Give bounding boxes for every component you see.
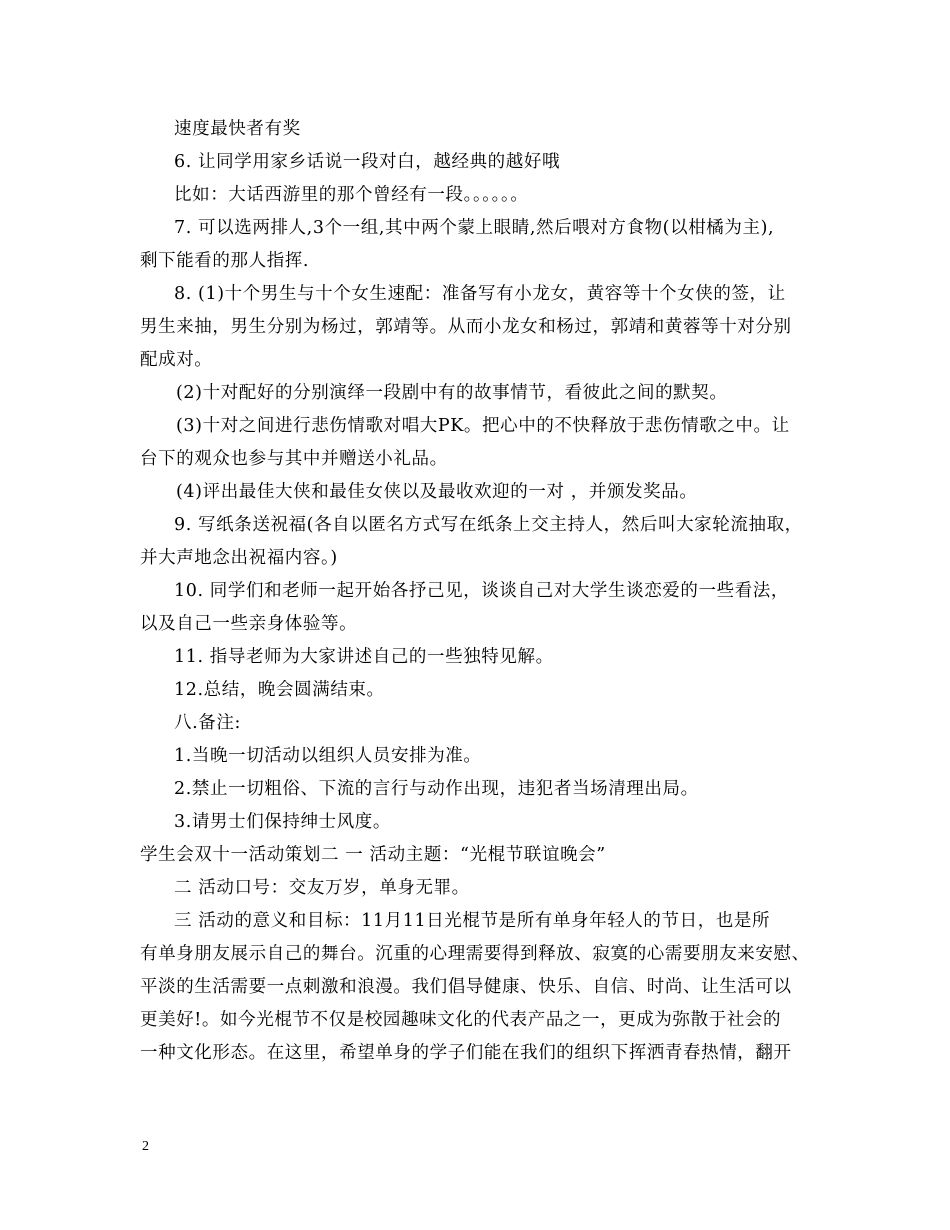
list-item-9: 9. 写纸条送祝福(各自以匿名方式写在纸条上交主持人，然后叫大家轮流抽取， [174, 515, 803, 535]
note-item-3: 3.请男士们保持绅士风度。 [174, 812, 391, 832]
list-item-12: 12.总结，晚会圆满结束。 [174, 680, 385, 700]
sub-item-3: (3)十对之间进行悲伤情歌对唱大PK。把心中的不快释放于悲伤情歌之中。让 [176, 416, 790, 436]
text-line: 以及自己一些亲身体验等。 [140, 614, 358, 634]
paragraph-line: 有单身朋友展示自己的舞台。沉重的心理需要得到释放、寂寞的心需要朋友来安慰、 [140, 944, 810, 964]
paragraph-line: 平淡的生活需要一点刺激和浪漫。我们倡导健康、快乐、自信、时尚、让生活可以 [140, 977, 792, 997]
list-item-11: 11. 指导老师为大家讲述自己的一些独特见解。 [174, 647, 554, 667]
text-line: 比如：大话西游里的那个曾经有一段。。。。。。 [174, 185, 529, 205]
text-line: 剩下能看的那人指挥. [140, 251, 310, 271]
section-title: 学生会双十一活动策划二 一 活动主题：“光棍节联谊晚会” [140, 845, 606, 865]
document-body [140, 113, 820, 1070]
text-line: 台下的观众也参与其中并赠送小礼品。 [140, 449, 448, 469]
paragraph-line: 更美好!。如今光棍节不仅是校园趣味文化的代表产品之一，更成为弥散于社会的 [140, 1010, 782, 1030]
paragraph-line: 三 活动的意义和目标：11月11日光棍节是所有单身年轻人的节日，也是所 [174, 911, 771, 931]
text-line: 配成对。 [140, 350, 213, 370]
list-item-6: 6. 让同学用家乡话说一段对白，越经典的越好哦 [174, 152, 561, 172]
paragraph-line: 二 活动口号：交友万岁，单身无罪。 [174, 878, 470, 898]
text-line: 速度最快者有奖 [174, 119, 301, 139]
note-item-2: 2.禁止一切粗俗、下流的言行与动作出现，违犯者当场清理出局。 [174, 779, 699, 799]
sub-item-4: (4)评出最佳大侠和最佳女侠以及最收欢迎的一对 ，并颁发奖品。 [176, 482, 698, 502]
list-item-7: 7. 可以选两排人,3个一组,其中两个蒙上眼睛,然后喂对方食物(以柑橘为主), [174, 218, 775, 238]
sub-item-2: (2)十对配好的分别演绎一段剧中有的故事情节，看彼此之间的默契。 [176, 383, 728, 403]
text-line: 并大声地念出祝福内容。) [140, 548, 338, 568]
text-line: 男生来抽，男生分别为杨过，郭靖等。从而小龙女和杨过，郭靖和黄蓉等十对分别 [140, 317, 792, 337]
paragraph-line: 一种文化形态。在这里，希望单身的学子们能在我们的组织下挥洒青春热情，翻开 [140, 1043, 792, 1063]
note-item-1: 1.当晚一切活动以组织人员安排为准。 [174, 746, 482, 766]
list-item-10: 10. 同学们和老师一起开始各抒己见，谈谈自己对大学生谈恋爱的一些看法， [174, 581, 789, 601]
list-item-8: 8. (1)十个男生与十个女生速配：准备写有小龙女，黄容等十个女侠的签，让 [174, 284, 786, 304]
page-number: 2 [142, 1139, 149, 1154]
section-heading: 八.备注: [174, 713, 241, 733]
